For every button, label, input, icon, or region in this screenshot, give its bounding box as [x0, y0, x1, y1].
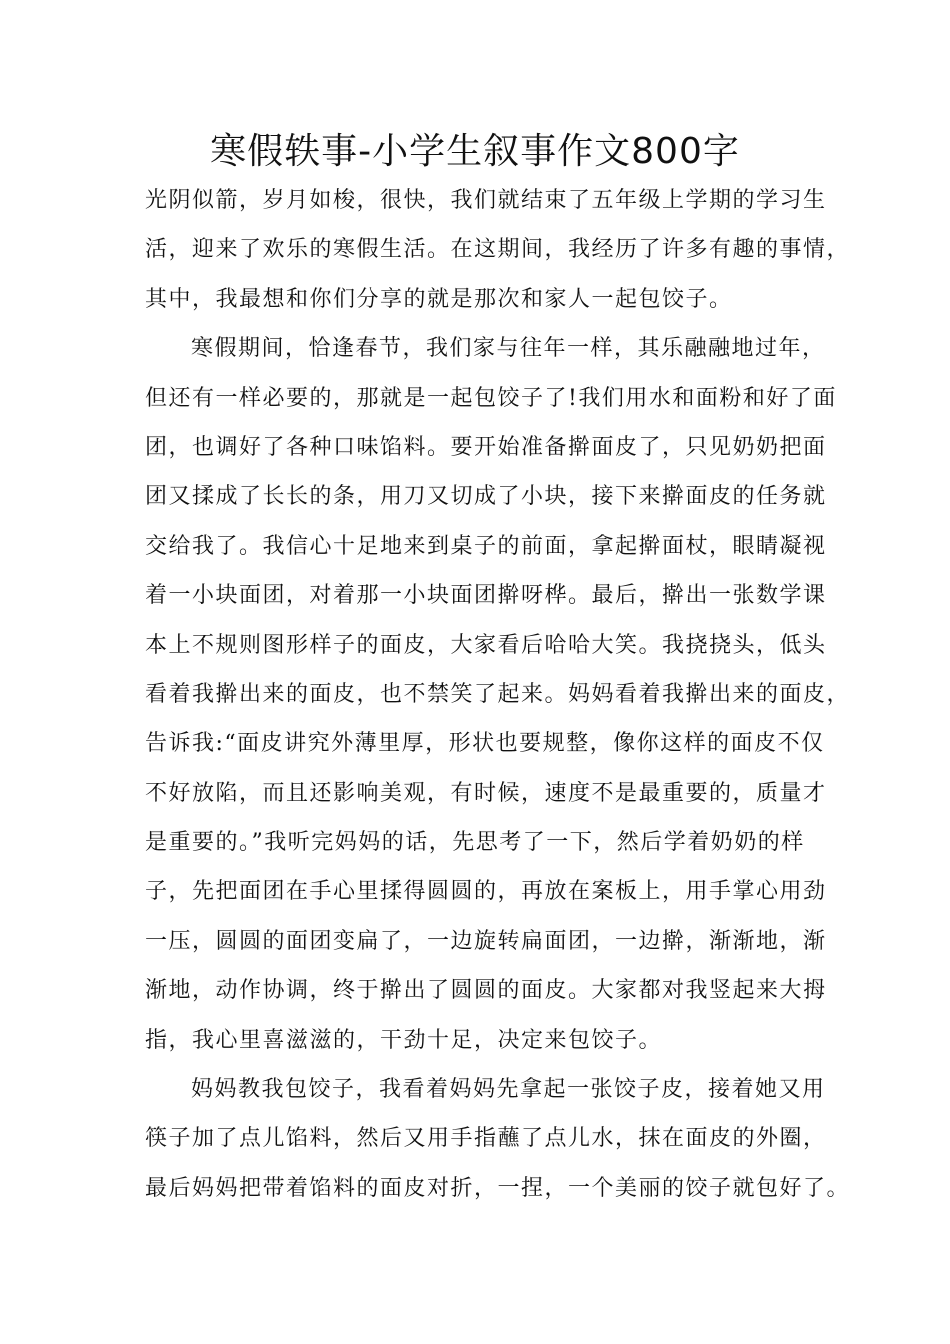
- text-line: 看着我擀出来的面皮，也不禁笑了起来。妈妈看着我擀出来的面皮，: [145, 681, 851, 707]
- text-line: 光阴似箭，岁月如梭，很快，我们就结束了五年级上学期的学习生: [145, 188, 827, 213]
- text-line: 其中，我最想和你们分享的就是那次和家人一起包饺子。: [145, 286, 733, 312]
- text-line: 团，也调好了各种口味馅料。要开始准备擀面皮了，只见奶奶把面: [145, 434, 827, 460]
- text-line: 指，我心里喜滋滋的，干劲十足，决定来包饺子。: [145, 1027, 663, 1053]
- text-line: 告诉我:“面皮讲究外薄里厚，形状也要规整，像你这样的面皮不仅: [145, 731, 825, 757]
- document-title: 寒假轶事-小学生叙事作文800字: [210, 131, 740, 172]
- text-line: 团又揉成了长长的条，用刀又切成了小块，接下来擀面皮的任务就: [145, 484, 827, 510]
- text-line: 最后妈妈把带着馅料的面皮对折，一捏，一个美丽的饺子就包好了。: [145, 1175, 851, 1201]
- text-line: 是重要的。”我听完妈妈的话，先思考了一下，然后学着奶奶的样: [145, 830, 805, 856]
- text-line: 子，先把面团在手心里揉得圆圆的，再放在案板上，用手掌心用劲: [145, 879, 827, 905]
- text-line: 交给我了。我信心十足地来到桌子的前面，拿起擀面杖，眼睛凝视: [145, 533, 827, 559]
- text-line: 筷子加了点儿馅料，然后又用手指蘸了点儿水，抹在面皮的外圈，: [145, 1126, 827, 1152]
- text-line: 着一小块面团，对着那一小块面团擀呀桦。最后，擀出一张数学课: [145, 583, 827, 609]
- text-line: 寒假期间，恰逢春节，我们家与往年一样，其乐融融地过年，: [191, 336, 826, 362]
- document-body: [145, 176, 851, 1213]
- text-line: 活，迎来了欢乐的寒假生活。在这期间，我经历了许多有趣的事情，: [145, 237, 851, 263]
- text-line: 本上不规则图形样子的面皮，大家看后哈哈大笑。我挠挠头，低头: [145, 632, 827, 658]
- text-line: 渐地，动作协调，终于擀出了圆圆的面皮。大家都对我竖起来大拇: [145, 978, 827, 1004]
- text-line: 不好放陷，而且还影响美观，有时候，速度不是最重要的，质量才: [145, 780, 827, 806]
- text-line: 妈妈教我包饺子，我看着妈妈先拿起一张饺子皮，接着她又用: [191, 1077, 826, 1103]
- text-line: 但还有一样必要的，那就是一起包饺子了!我们用水和面粉和好了面: [145, 385, 837, 411]
- text-line: 一压，圆圆的面团变扁了，一边旋转扁面团，一边擀，渐渐地，渐: [145, 928, 827, 954]
